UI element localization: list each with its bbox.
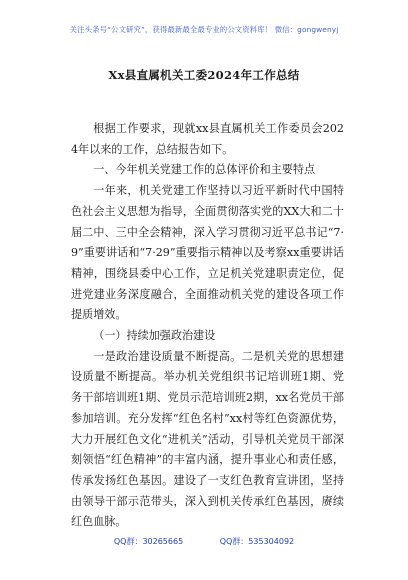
subsection-1-paragraph: 一是政治建设质量不断提高。二是机关党的思想建设质量不断提高。举办机关党组织书记培训班1期、党务干部培训班1期、党员示范培训班2期，xx名党员干部参加培训。充分发挥“红色名村”xx村等红色资源优势，大力开展红色文化“进机关”活动，引导机关党员干部深刻领悟“红色精神”的丰富内涵，提升事业心和责任感，传承发扬红色基因。建设了一支红色教育宣讲团，坚持由领导干部示范带头，深入到机关传承红色基因，赓续红色血脉。 [71,349,344,529]
footer-qq-groups [0,536,408,547]
header-promo-banner: 关注头条号“公文研究”，获得最新最全最专业的公文资料库！ 微信：gongwenyj [69,25,339,34]
qq-group-2: QQ群：535304092 [219,537,295,546]
subsection-1-heading: （一）持续加强政治建设 [93,329,216,343]
section-1-heading: 一、今年机关党建工作的总体评价和主要特点 [93,163,316,177]
intro-paragraph: 根据工作要求，现就xx县直属机关工作委员会2024年以来的工作，总结报告如下。 [71,122,344,156]
section-1-paragraph: 一年来，机关党建工作坚持以习近平新时代中国特色社会主义思想为指导，全面贯彻落实党的XX大和二十届二中、三中全会精神，深入学习贯彻习近平总书记“7·9”重要讲话和“7·29”重要指示精神以及考察xx重要讲话精神，围绕县委中心工作，立足机关党建职责定位，促进党建业务深度融合，全面推动机关党的建设各项工作提质增效。 [71,184,344,322]
qq-group-1: QQ群：30265665 [113,537,184,546]
document-title: Xx县直属机关工委2024年工作总结 [108,68,300,82]
document-body [71,119,344,533]
